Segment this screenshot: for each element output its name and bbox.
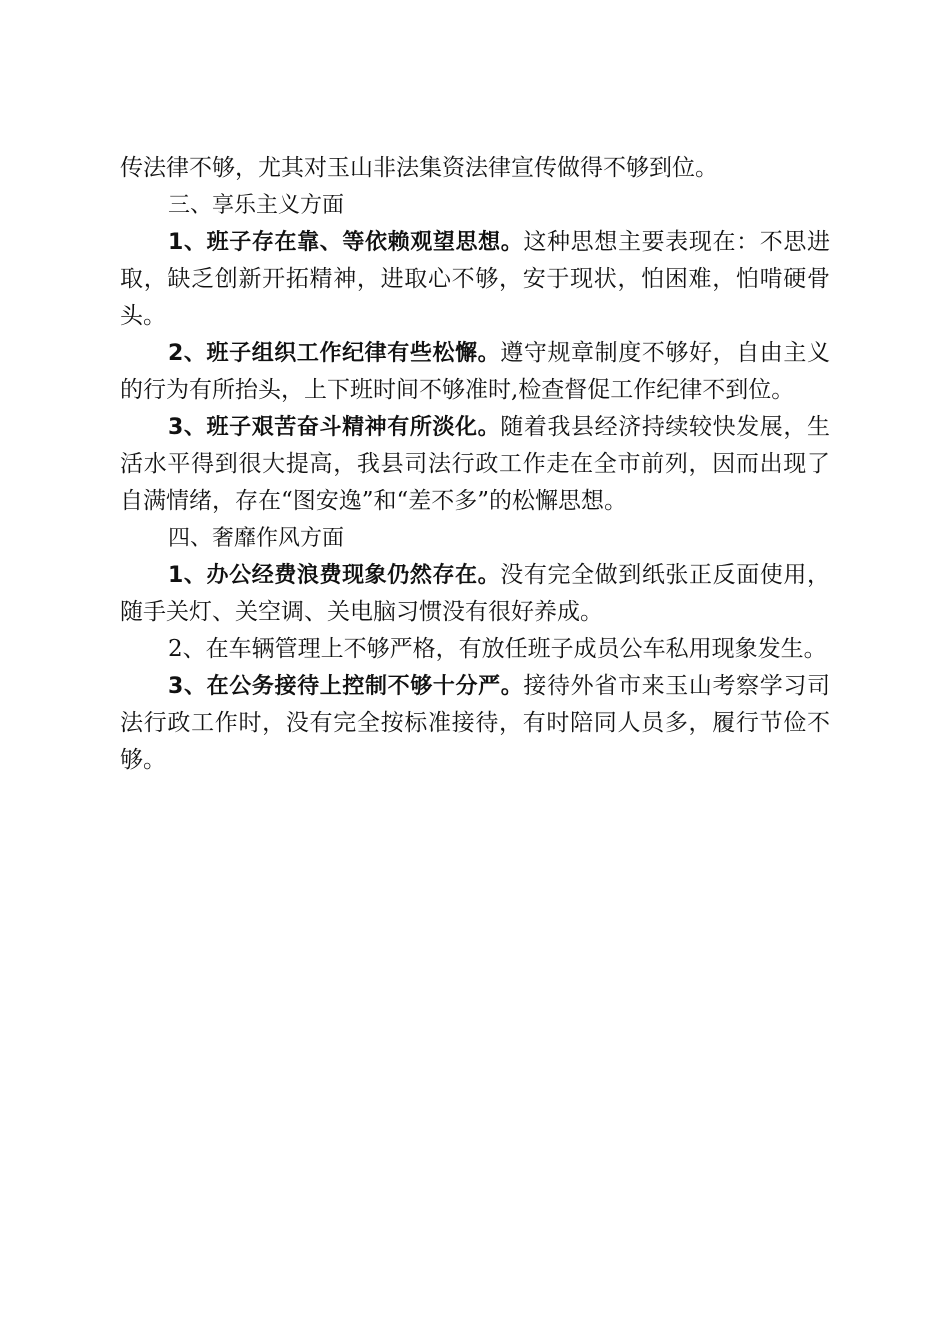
paragraph-continuation bbox=[120, 150, 830, 187]
section-heading-text: 四、奢靡作风方面 bbox=[168, 526, 345, 551]
paragraph-item-5 bbox=[120, 631, 830, 668]
paragraph-text: 传法律不够，尤其对玉山非法集资法律宣传做得不够到位。 bbox=[120, 155, 718, 181]
paragraph-lead: 3、在公务接待上控制不够十分严。 bbox=[168, 674, 524, 699]
paragraph-item-2 bbox=[120, 335, 830, 409]
paragraph-item-6 bbox=[120, 668, 830, 779]
section-heading-extravagance bbox=[120, 520, 830, 557]
paragraph-text: 随着我县经济持续较快发展，生活水平得到很大提高，我县司法行政工作走在全市前列，因而出现了自满情绪，存在“图安逸”和“差不多”的松懈思想。 bbox=[120, 414, 830, 514]
section-heading-text: 三、享乐主义方面 bbox=[168, 193, 345, 218]
paragraph-lead: 2、班子组织工作纪律有些松懈。 bbox=[168, 341, 501, 366]
paragraph-text: 遵守规章制度不够好，自由主义的行为有所抬头，上下班时间不够准时,检查督促工作纪律不到位。 bbox=[120, 340, 830, 403]
paragraph-lead: 3、班子艰苦奋斗精神有所淡化。 bbox=[168, 415, 501, 440]
paragraph-text: 没有完全做到纸张正反面使用，随手关灯、关空调、关电脑习惯没有很好养成。 bbox=[120, 562, 830, 625]
section-heading-hedonism bbox=[120, 187, 830, 224]
paragraph-text: 2、在车辆管理上不够严格，有放任班子成员公车私用现象发生。 bbox=[168, 636, 827, 662]
document-page bbox=[120, 150, 830, 779]
paragraph-lead: 1、办公经费浪费现象仍然存在。 bbox=[168, 563, 501, 588]
paragraph-item-1 bbox=[120, 224, 830, 335]
paragraph-item-3 bbox=[120, 409, 830, 520]
paragraph-item-4 bbox=[120, 557, 830, 631]
paragraph-lead: 1、班子存在靠、等依赖观望思想。 bbox=[168, 230, 524, 255]
paragraph-text: 这种思想主要表现在：不思进取，缺乏创新开拓精神，进取心不够，安于现状，怕困难，怕啃硬骨头。 bbox=[120, 229, 831, 329]
paragraph-text: 接待外省市来玉山考察学习司法行政工作时，没有完全按标准接待，有时陪同人员多，履行节俭不够。 bbox=[120, 673, 831, 773]
